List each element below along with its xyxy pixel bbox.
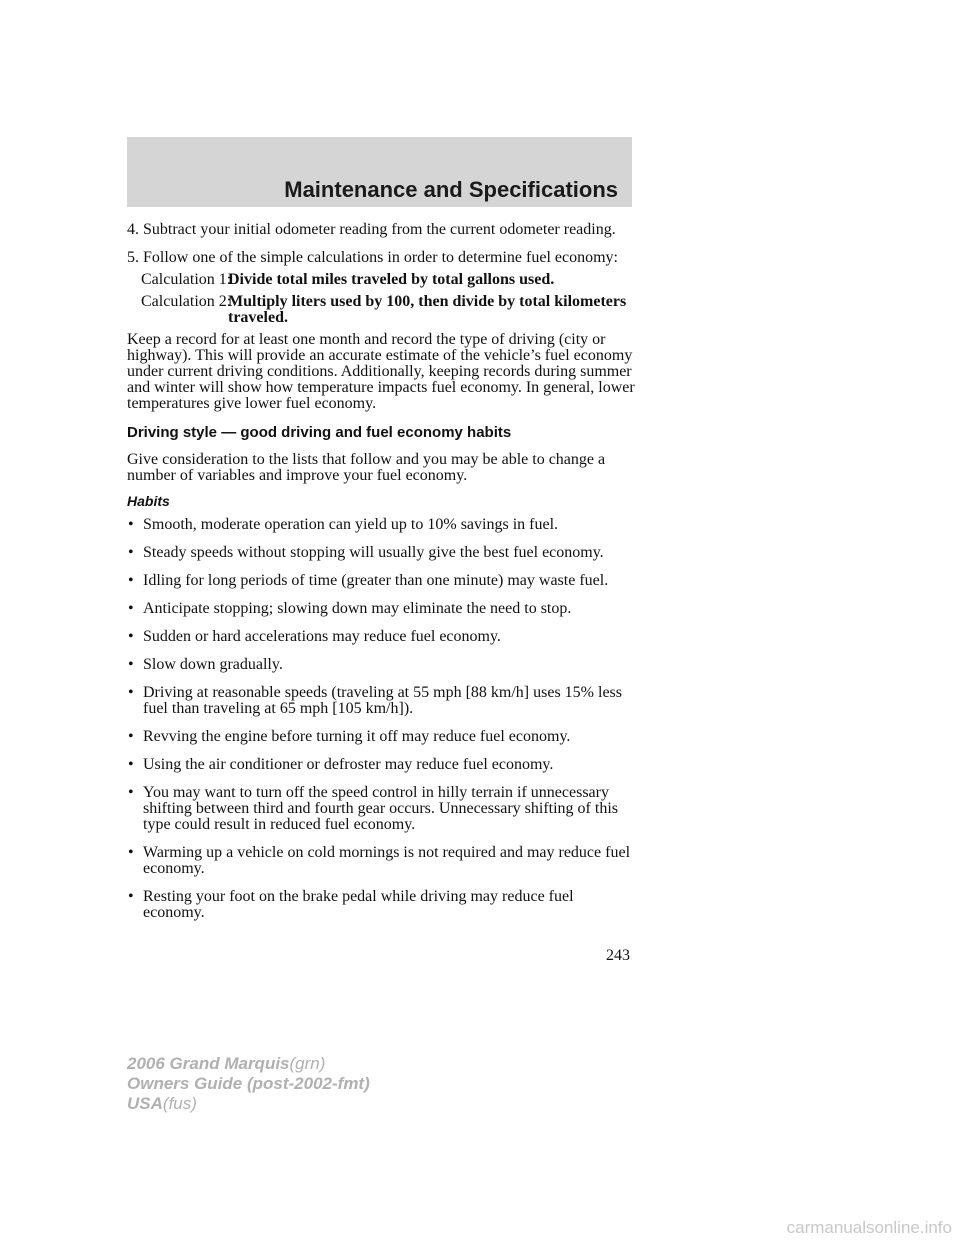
list-item-text: Revving the engine before turning it off may reduce fuel economy.	[143, 728, 571, 745]
list-item-text: Steady speeds without stopping will usually give the best fuel economy.	[143, 544, 604, 561]
list-item-text: Using the air conditioner or defroster may reduce fuel economy.	[143, 756, 554, 773]
bullet-icon: •	[128, 844, 134, 861]
list-item	[127, 785, 637, 833]
habits-list	[127, 517, 637, 921]
calculation-text: Multiply liters used by 100, then divide by total kilometers traveled.	[228, 293, 627, 326]
bullet-icon: •	[128, 756, 134, 773]
list-item	[127, 545, 637, 561]
step-5-paragraph: 5. Follow one of the simple calculations in order to determine fuel economy:	[127, 249, 618, 266]
section-heading: Driving style — good driving and fuel economy habits	[127, 424, 512, 441]
list-item	[127, 757, 637, 773]
list-item	[127, 629, 637, 645]
step-4-paragraph: 4. Subtract your initial odometer reading from the current odometer reading.	[127, 221, 616, 238]
bullet-icon: •	[128, 784, 134, 801]
list-item	[127, 601, 637, 617]
list-item-text: Slow down gradually.	[143, 656, 283, 673]
list-item	[127, 889, 637, 921]
list-item-text: Driving at reasonable speeds (traveling at 55 mph [88 km/h] uses 15% less fuel than traveling at 65 mph [105 km/h]).	[143, 684, 622, 717]
list-item-text: You may want to turn off the speed control in hilly terrain if unnecessary shifting between third and fourth gear occurs. Unnecessary shifting of this type could result in reduced fuel economy.	[143, 784, 618, 833]
list-item-text: Resting your foot on the brake pedal while driving may reduce fuel economy.	[143, 888, 574, 921]
section-title: Maintenance and Specifications	[284, 177, 618, 202]
page-body	[127, 222, 637, 933]
footer-model-code: (grn)	[289, 1054, 326, 1073]
footer-line-2	[127, 1074, 370, 1094]
footer-model: 2006 Grand Marquis	[127, 1054, 290, 1073]
footer-guide: Owners Guide (post-2002-fmt)	[127, 1074, 370, 1093]
bullet-icon: •	[128, 628, 134, 645]
footer-line-3	[127, 1094, 370, 1114]
list-item-text: Warming up a vehicle on cold mornings is not required and may reduce fuel economy.	[143, 844, 631, 877]
bullet-icon: •	[128, 684, 134, 701]
watermark-link[interactable]: carmanualsonline.info	[786, 1218, 952, 1237]
document-footer	[127, 1054, 370, 1114]
bullet-icon: •	[128, 600, 134, 617]
bullet-icon: •	[128, 572, 134, 589]
list-item-text: Sudden or hard accelerations may reduce fuel economy.	[143, 628, 501, 645]
list-item-text: Idling for long periods of time (greater than one minute) may waste fuel.	[143, 572, 609, 589]
section-intro: Give consideration to the lists that follow and you may be able to change a number of variables and improve your fuel economy.	[127, 451, 606, 484]
page-number: 243	[606, 947, 630, 964]
footer-market-code: (fus)	[162, 1094, 197, 1113]
list-item	[127, 685, 637, 717]
bullet-icon: •	[128, 728, 134, 745]
footer-line-1	[127, 1054, 370, 1074]
bullet-icon: •	[128, 544, 134, 561]
list-item	[127, 573, 637, 589]
habits-subheading: Habits	[127, 493, 170, 509]
list-item	[127, 657, 637, 673]
footer-market: USA	[127, 1094, 163, 1113]
calculation-row	[127, 294, 637, 326]
bullet-icon: •	[128, 516, 134, 533]
calculation-row	[127, 272, 637, 288]
bullet-icon: •	[128, 888, 134, 905]
bullet-icon: •	[128, 656, 134, 673]
list-item-text: Smooth, moderate operation can yield up to 10% savings in fuel.	[143, 516, 559, 533]
section-header-band	[127, 137, 632, 207]
calculation-label: Calculation 2:	[141, 293, 232, 310]
list-item	[127, 845, 637, 877]
calculation-label: Calculation 1:	[141, 271, 232, 288]
list-item-text: Anticipate stopping; slowing down may eliminate the need to stop.	[143, 600, 572, 617]
record-keeping-paragraph: Keep a record for at least one month and record the type of driving (city or highway). This will provide an accurate estimate of the vehicle’s fuel economy under current driving conditions. Additionally, keeping records during summer and winter will show how temperature impacts fuel economy. In general, lower temperatures give lower fuel economy.	[127, 331, 635, 412]
calculation-text: Divide total miles traveled by total gallons used.	[228, 271, 555, 288]
list-item	[127, 517, 637, 533]
list-item	[127, 729, 637, 745]
